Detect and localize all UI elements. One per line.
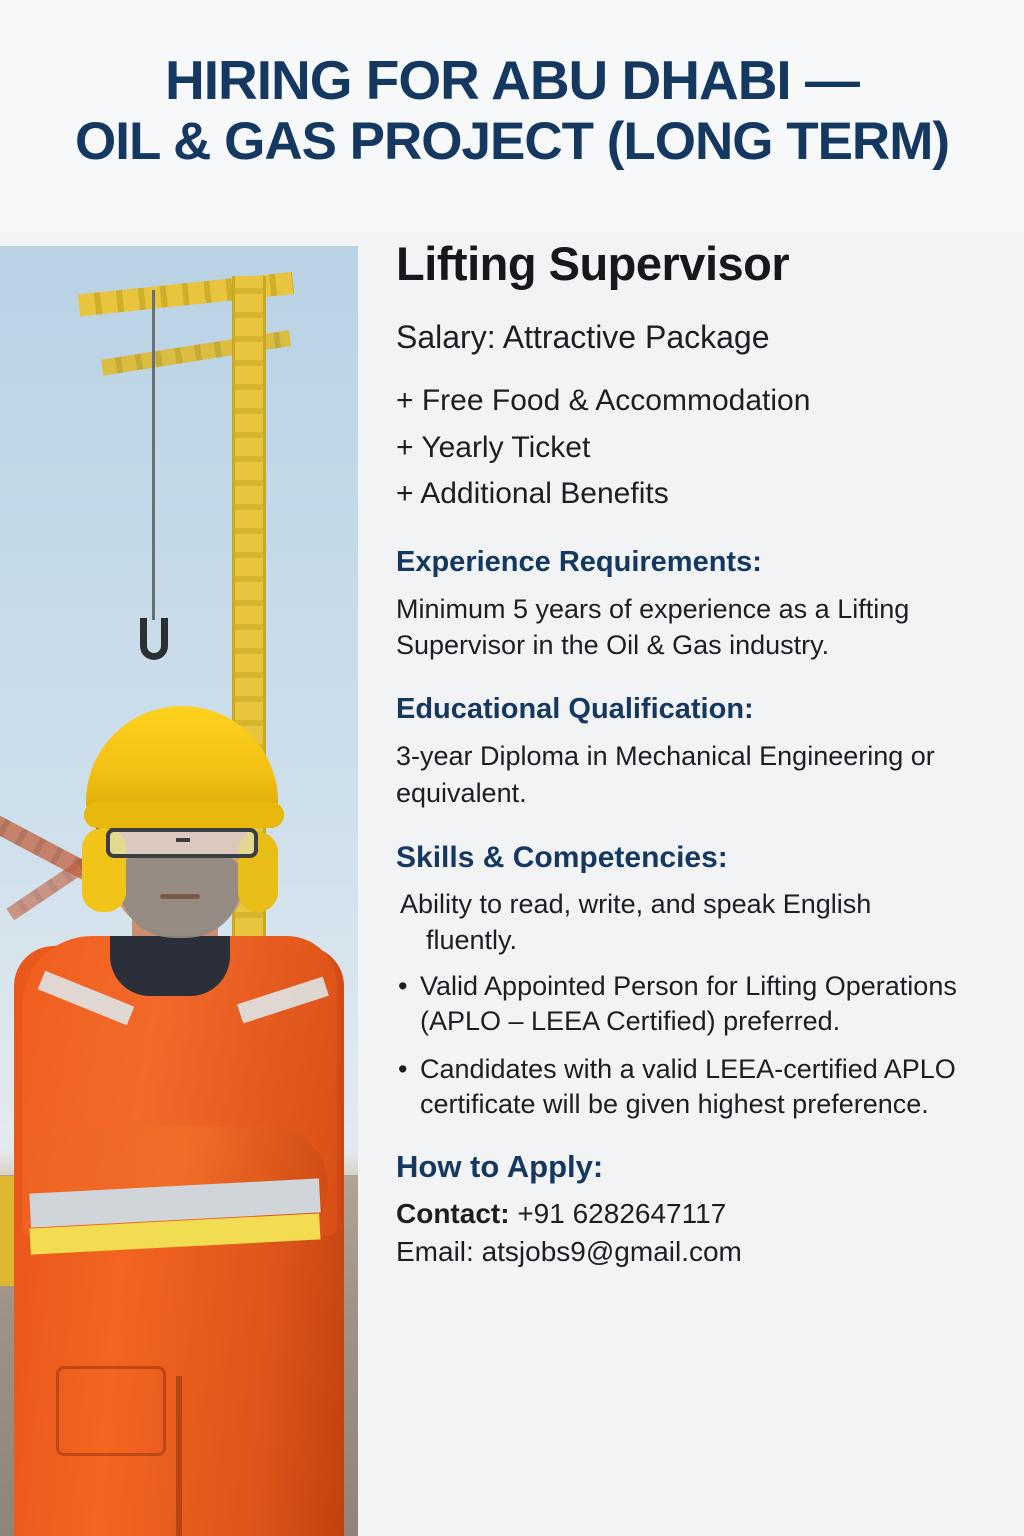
job-details (396, 236, 1016, 1271)
contact-phone-line (396, 1195, 1016, 1233)
contact-email-line (396, 1233, 1016, 1271)
coverall-pocket (56, 1366, 166, 1456)
skills-bullet-list (396, 969, 1016, 1124)
education-body: 3-year Diploma in Mechanical Engineering or equivalent. (396, 741, 935, 808)
contact-label: Contact: (396, 1198, 510, 1229)
education-heading: Educational Qualification: (396, 693, 754, 726)
experience-heading: Experience Requirements: (396, 545, 762, 578)
benefit-item-2: + Yearly Ticket (396, 430, 591, 464)
job-title: Lifting Supervisor (396, 237, 790, 290)
coverall-seam (176, 1376, 182, 1536)
safety-glasses-bridge (176, 838, 190, 842)
worker-figure (0, 246, 358, 1536)
skills-intro-line-1: Ability to read, write, and speak English (400, 889, 872, 920)
header-title-line-1: HIRING FOR ABU DHABI — (165, 49, 859, 111)
salary-line: Salary: Attractive Package (396, 319, 770, 355)
header-title-line-2: OIL & GAS PROJECT (LONG TERM) (75, 111, 949, 171)
helmet-brim (84, 802, 284, 828)
safety-glasses-icon (106, 828, 258, 858)
benefit-item-1: + Free Food & Accommodation (396, 384, 811, 417)
skills-intro-line-2: fluently. (426, 924, 518, 955)
skills-intro (396, 887, 1016, 958)
skills-heading: Skills & Competencies: (396, 841, 728, 875)
benefit-item-3: + Additional Benefits (396, 477, 669, 510)
how-to-apply-heading: How to Apply: (396, 1149, 604, 1184)
contact-email-value[interactable]: atsjobs9@gmail.com (481, 1235, 742, 1267)
list-item: • Candidates with a valid LEEA-certified APLO certificate will be given highest preference. (396, 1052, 1016, 1123)
experience-body: Minimum 5 years of experience as a Lifting Supervisor in the Oil & Gas industry. (396, 593, 910, 660)
poster-header (0, 0, 1024, 232)
worker-photo (0, 246, 358, 1536)
list-item: • Valid Appointed Person for Lifting Operations (APLO – LEEA Certified) preferred. (396, 969, 1016, 1040)
email-label: Email: (396, 1235, 474, 1267)
contact-phone-value[interactable]: +91 6282647117 (517, 1198, 727, 1229)
worker-mouth (160, 894, 200, 899)
benefits-list (396, 378, 1016, 518)
worker-collar (110, 936, 230, 996)
